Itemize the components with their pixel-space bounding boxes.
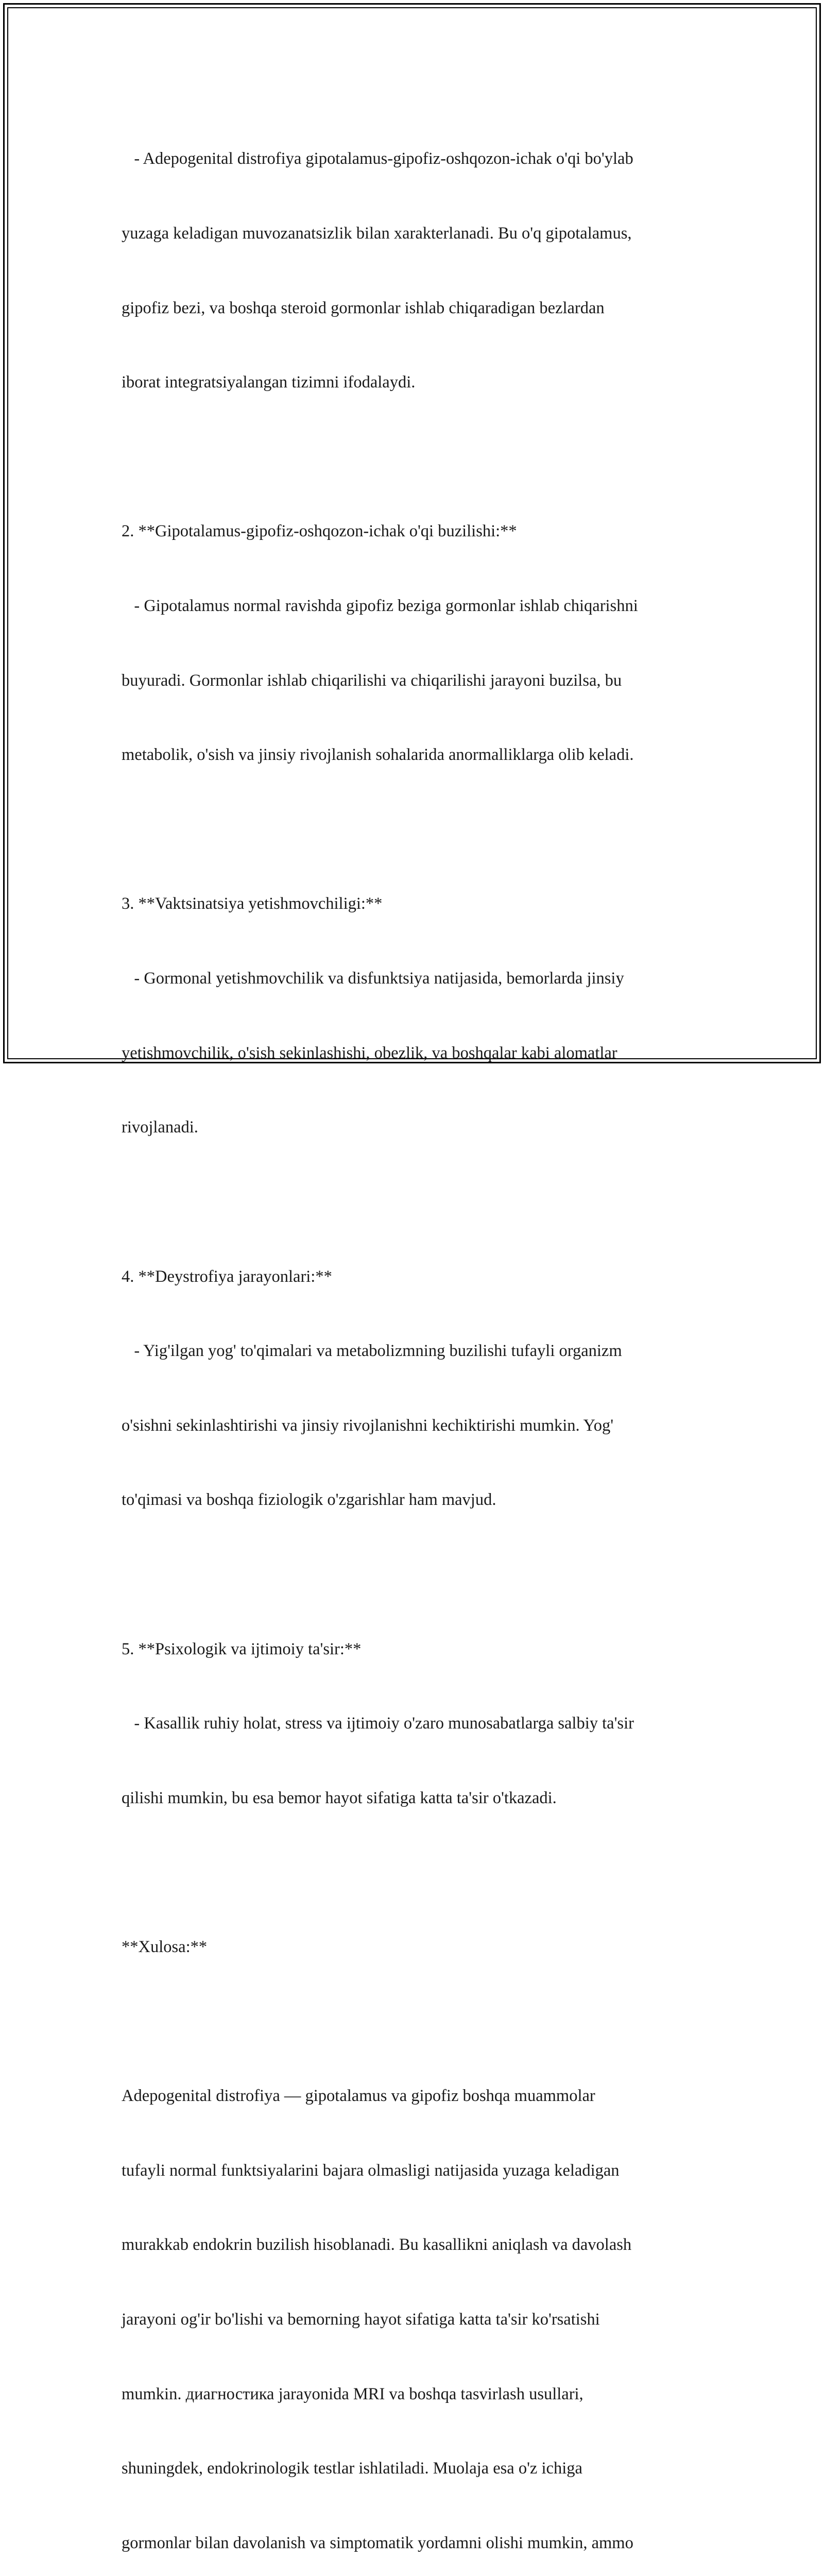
section-heading: 5. **Psixologik va ijtimoiy ta'sir:** xyxy=(122,1639,362,1658)
paragraph-intro-axis xyxy=(122,97,719,445)
paragraph-section-4 xyxy=(122,1214,719,1562)
text-line: Adepogenital distrofiya — gipotalamus va gipofiz boshqa muammolar xyxy=(122,2087,595,2106)
section-heading: 4. **Deystrofiya jarayonlari:** xyxy=(122,1267,332,1286)
conclusion-heading: **Xulosa:** xyxy=(122,1937,208,1956)
text-line: - Gormonal yetishmovchilik va disfunktsiya natijasida, bemorlarda jinsiy xyxy=(122,969,624,988)
text-line: qilishi mumkin, bu esa bemor hayot sifatiga katta ta'sir o'tkazadi. xyxy=(122,1788,557,1807)
text-line: iborat integratsiyalangan tizimni ifodalaydi. xyxy=(122,373,416,392)
paragraph-section-5 xyxy=(122,1587,719,1860)
text-line: murakkab endokrin buzilish hisoblanadi. Bu kasallikni aniqlash va davolash xyxy=(122,2235,632,2255)
text-line: metabolik, o'sish va jinsiy rivojlanish sohalarida anormalliklarga olib keladi. xyxy=(122,745,634,765)
text-line: tufayli normal funktsiyalarini bajara olmasligi natijasida yuzaga keladigan xyxy=(122,2161,620,2180)
text-line: - Gipotalamus normal ravishda gipofiz beziga gormonlar ishlab chiqarishni xyxy=(122,597,638,616)
text-line: yetishmovchilik, o'sish sekinlashishi, obezlik, va boshqalar kabi alomatlar xyxy=(122,1043,617,1062)
paragraph-conclusion xyxy=(122,2034,719,2576)
paragraph-section-3 xyxy=(122,842,719,1190)
text-line: shuningdek, endokrinologik testlar ishlatiladi. Muolaja esa o'z ichiga xyxy=(122,2459,582,2478)
text-line: - Kasallik ruhiy holat, stress va ijtimoiy o'zaro munosabatlarga salbiy ta'sir xyxy=(122,1714,634,1733)
section-heading: 2. **Gipotalamus-gipofiz-oshqozon-ichak o'qi buzilishi:** xyxy=(122,522,517,541)
text-line: to'qimasi va boshqa fiziologik o'zgarishlar ham mavjud. xyxy=(122,1490,496,1510)
text-line: mumkin. диагностика jarayonida MRI va boshqa tasvirlash usullari, xyxy=(122,2384,583,2403)
text-line: jarayoni og'ir bo'lishi va bemorning hayot sifatiga katta ta'sir ko'rsatishi xyxy=(122,2310,600,2329)
text-line: rivojlanadi. xyxy=(122,1118,198,1137)
text-line: o'sishni sekinlashtirishi va jinsiy rivojlanishni kechiktirishi mumkin. Yog' xyxy=(122,1416,614,1435)
text-line: - Yig'ilgan yog' to'qimalari va metabolizmning buzilishi tufayli organizm xyxy=(122,1342,622,1361)
paragraph-section-2 xyxy=(122,469,719,817)
text-line: yuzaga keladigan muvozanatsizlik bilan xarakterlanadi. Bu o'q gipotalamus, xyxy=(122,224,632,243)
document-body xyxy=(122,97,719,2576)
text-line: - Adepogenital distrofiya gipotalamus-gipofiz-oshqozon-ichak o'qi bo'ylab xyxy=(122,149,633,168)
text-line: buyuradi. Gormonlar ishlab chiqarilishi va chiqarilishi jarayoni buzilsa, bu xyxy=(122,671,622,690)
text-line: gormonlar bilan davolanish va simptomatik yordamni olishi mumkin, ammo xyxy=(122,2533,633,2552)
text-line: gipofiz bezi, va boshqa steroid gormonlar ishlab chiqaradigan bezlardan xyxy=(122,298,605,317)
paragraph-conclusion-heading xyxy=(122,1885,719,2009)
section-heading: 3. **Vaktsinatsiya yetishmovchiligi:** xyxy=(122,894,383,913)
